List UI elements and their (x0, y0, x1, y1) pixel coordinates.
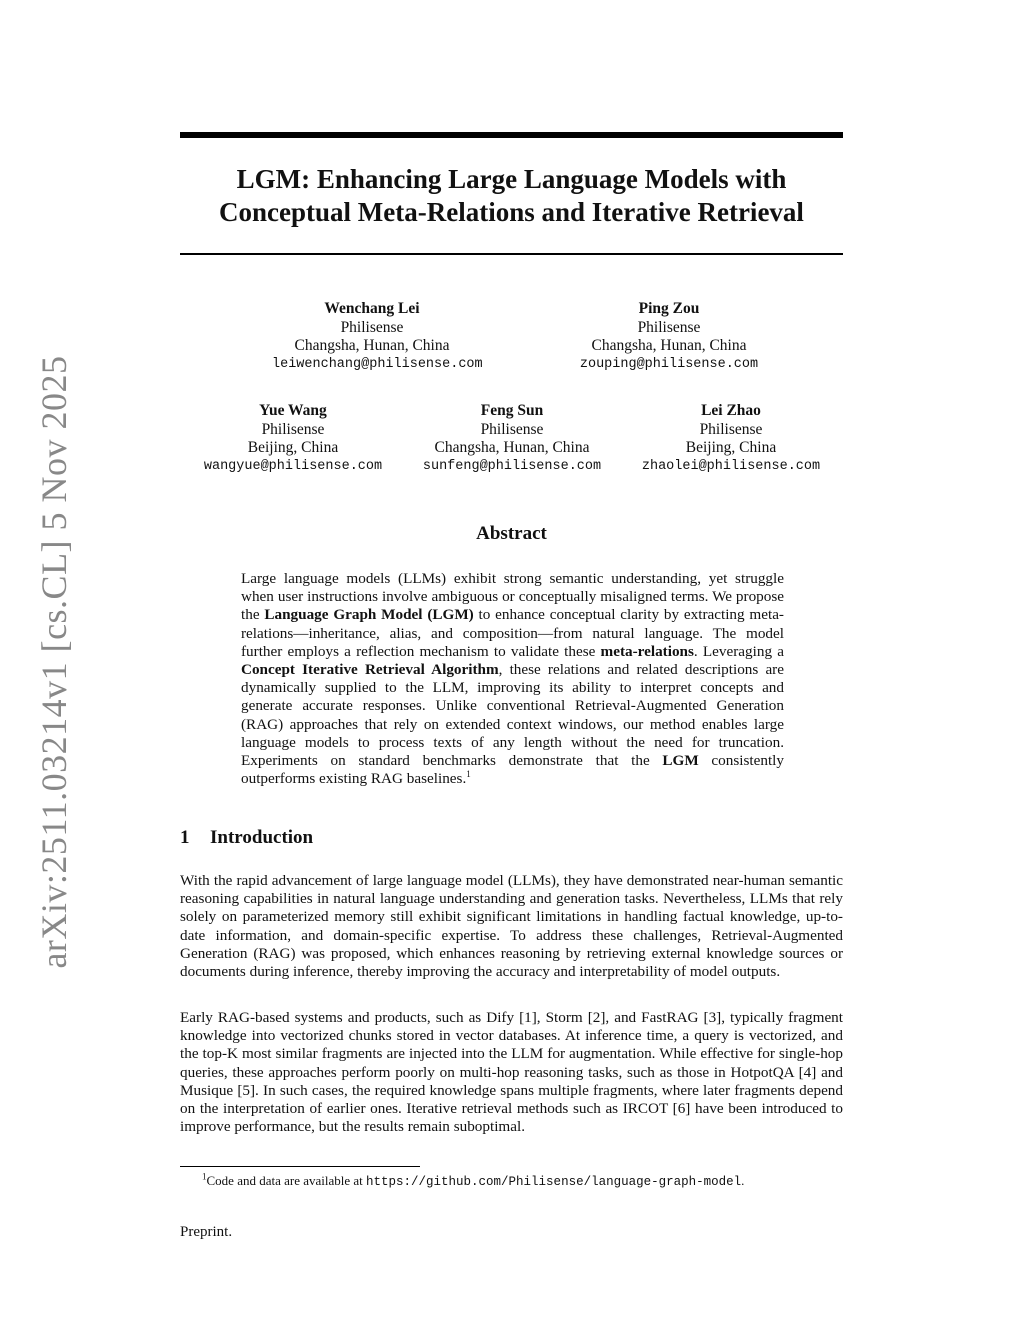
author-block-4 (412, 402, 612, 476)
author-name: Wenchang Lei (324, 300, 420, 317)
author-location: Changsha, Hunan, China (434, 439, 590, 456)
author-block-5 (631, 402, 831, 476)
abstract-text: Large language models (LLMs) exhibit strong semantic understanding, yet struggle when user instructions involve ambiguous or conceptually misaligned terms. We propose the Language Graph Model (LGM) to enhance conceptual clarity by extracting meta-relations—inheritance, alias, and composition—from natural language. The model further employs a reflection mechanism to validate these meta-relations. Leveraging a Concept Iterative Retrieval Algorithm, these relations and related descriptions are dynamically supplied to the LLM, improving its ability to interpret concepts and generate accurate responses. Unlike conventional Retrieval-Augmented Generation (RAG) approaches that rely on extended context windows, our method enables large language models to process texts of any length without the need for truncation. Experiments on standard benchmarks demonstrate that the LGM consistently outperforms existing RAG baselines.$^1$ (241, 570, 784, 788)
preprint-footer: Preprint. (180, 1224, 233, 1240)
author-block-1 (272, 300, 483, 374)
intro-paragraph-2: Early RAG-based systems and products, such as Dify [1], Storm [2], and FastRAG [3], typically fragment knowledge into vectorized chunks stored in vector databases. At inference time, a query is vectorized, and the top-K most similar fragments are injected into the LLM for augmentation. While effective for single-hop queries, these approaches perform poorly on multi-hop reasoning tasks, such as those in HotpotQA [4] and Musique [5]. In such cases, the required knowledge spans multiple fragments, where later fragments depend on the interpretation of earlier ones. Iterative retrieval methods such as IRCOT [6] have been introduced to improve performance, but the results remain suboptimal. (180, 1009, 843, 1136)
footnote-url[interactable]: https://github.com/Philisense/language-graph-model (366, 1175, 742, 1189)
author-location: Beijing, China (247, 439, 339, 456)
footnote-rule (180, 1166, 420, 1167)
author-email: wangyue@philisense.com (203, 458, 383, 474)
author-name: Ping Zou (638, 300, 700, 317)
author-org: Philisense (637, 318, 701, 336)
author-org: Philisense (261, 420, 325, 438)
author-org: Philisense (340, 318, 404, 336)
title-top-rule (180, 132, 843, 138)
author-email: leiwenchang@philisense.com (272, 356, 483, 372)
author-email: sunfeng@philisense.com (422, 458, 602, 474)
title-line-2: Conceptual Meta-Relations and Iterative Retrieval (219, 197, 804, 227)
author-org: Philisense (480, 420, 544, 438)
footnote-marker: 1 (466, 769, 471, 780)
author-location: Changsha, Hunan, China (591, 337, 747, 354)
arxiv-sidebar-id: arXiv:2511.03214v1 [cs.CL] 5 Nov 2025 (34, 355, 74, 969)
bold-term: meta-relations (600, 642, 694, 660)
title-line-1: LGM: Enhancing Large Language Models with (236, 164, 787, 194)
paper-title (180, 163, 843, 229)
abstract-heading: Abstract (476, 523, 547, 544)
author-name: Yue Wang (259, 402, 327, 419)
section-number: 1 (180, 827, 190, 848)
author-location: Changsha, Hunan, China (294, 337, 450, 354)
bold-term: Concept Iterative Retrieval Algorithm (241, 661, 499, 679)
bold-term: LGM (662, 752, 699, 770)
footnote: $^1$Code and data are available at https://github.com/Philisense/language-graph-model. (202, 1171, 745, 1189)
author-location: Beijing, China (685, 439, 777, 456)
author-org: Philisense (699, 420, 763, 438)
author-email: zouping@philisense.com (579, 356, 759, 372)
title-bottom-rule (180, 253, 843, 255)
author-name: Lei Zhao (701, 402, 761, 419)
section-title: Introduction (210, 827, 314, 848)
intro-paragraph-1: With the rapid advancement of large language model (LLMs), they have demonstrated near-human semantic reasoning capabilities in natural language understanding and generation tasks. Nevertheless, LLMs that rely solely on parameterized memory still exhibit significant limitations in handling factual knowledge, up-to-date information, and domain-specific expertise. To address these challenges, Retrieval-Augmented Generation (RAG) was proposed, which enhances reasoning by retrieving external knowledge sources or documents during inference, thereby improving the accuracy and interpretability of model outputs. (180, 872, 843, 981)
bold-term: Language Graph Model (LGM) (264, 606, 474, 624)
author-name: Feng Sun (480, 402, 544, 419)
author-email: zhaolei@philisense.com (641, 458, 821, 474)
section-heading-introduction (180, 827, 313, 849)
footnote-number: 1 (202, 1171, 207, 1182)
author-block-3 (193, 402, 393, 476)
author-block-2 (569, 300, 769, 374)
